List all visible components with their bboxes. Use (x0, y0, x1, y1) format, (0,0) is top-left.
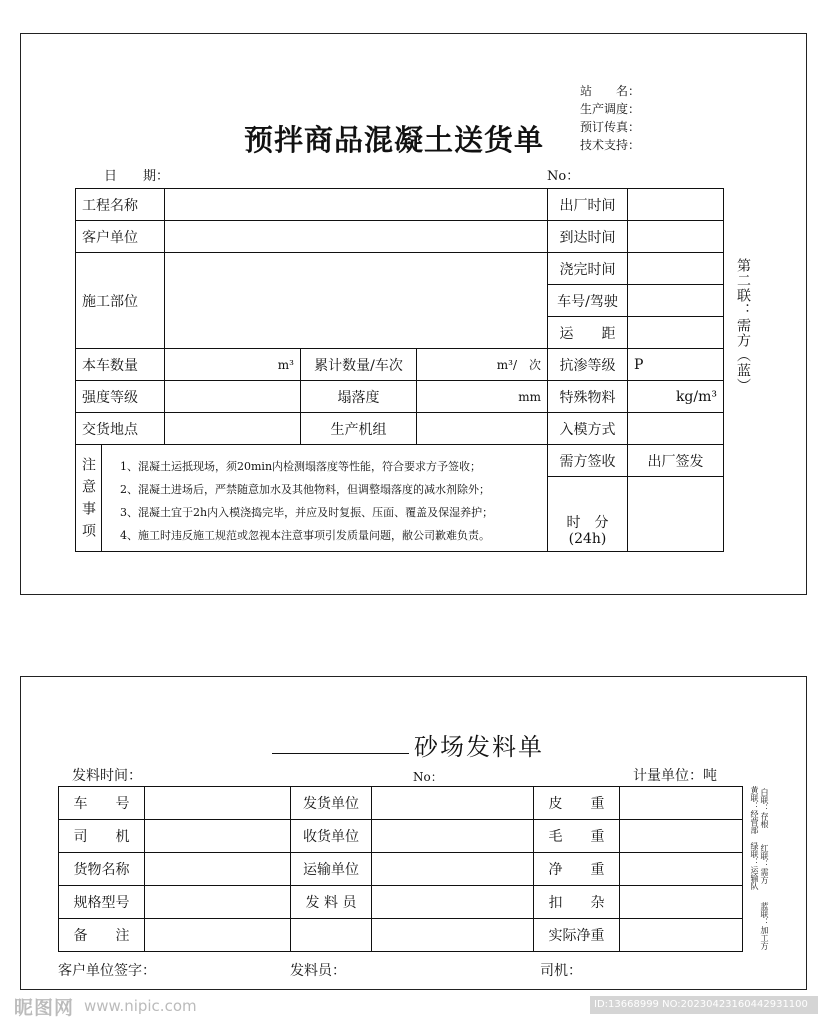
carrier-field[interactable] (372, 853, 534, 886)
actual-net-label: 实际净重 (534, 919, 620, 952)
customer-label: 客户单位 (76, 221, 165, 253)
copy-label: 第二联：需方（蓝） (735, 258, 751, 393)
note-4: 4、施工时违反施工规范或忽视本注意事项引发质量问题，敝公司歉难负责。 (120, 529, 490, 542)
shipper-field[interactable] (372, 787, 534, 820)
depart-time-label: 出厂时间 (548, 189, 628, 221)
time-label: 时 分 (566, 515, 609, 531)
production-dispatch: 生产调度： (580, 102, 641, 116)
site-part-label: 施工部位 (76, 253, 165, 349)
receiver-label: 收货单位 (291, 820, 372, 853)
goods-name-label: 货物名称 (59, 853, 145, 886)
volume-field[interactable]: m³ (165, 349, 301, 381)
pour-end-label: 浇完时间 (548, 253, 628, 285)
truck-no-label: 车 号 (59, 787, 145, 820)
production-unit-label: 生产机组 (301, 413, 417, 445)
factory-sign-field[interactable] (628, 477, 724, 552)
impermeability-field[interactable]: P (628, 349, 724, 381)
spec-label: 规格型号 (59, 886, 145, 919)
goods-name-field[interactable] (145, 853, 291, 886)
tech-support: 技术支持： (580, 138, 641, 152)
factory-sign-label: 出厂签发 (628, 445, 724, 477)
truck-driver-field[interactable] (628, 285, 724, 317)
mold-method-label: 入模方式 (548, 413, 628, 445)
notes-label: 注意事项 (76, 445, 102, 551)
truck-no-field[interactable] (145, 787, 291, 820)
volume-label: 本车数量 (76, 349, 165, 381)
form1-title: 预拌商品混凝土送货单 (244, 123, 545, 157)
cumulative-label: 累计数量/车次 (301, 349, 417, 381)
date-label: 日 期： (104, 169, 170, 184)
shipper-label: 发货单位 (291, 787, 372, 820)
remarks-label: 备 注 (59, 919, 145, 952)
empty-label-cell (291, 919, 372, 952)
driver-field[interactable] (145, 820, 291, 853)
copy-col-1: 白联：存根 (760, 788, 769, 828)
copy-col-2: 黄联：经营部 (750, 786, 759, 834)
gross-field[interactable] (620, 820, 743, 853)
special-field[interactable]: kg/m³ (628, 381, 724, 413)
receiver-field[interactable] (372, 820, 534, 853)
station-info (580, 82, 640, 154)
strength-field[interactable] (165, 381, 301, 413)
arrive-time-label: 到达时间 (548, 221, 628, 253)
notes-cell (76, 445, 548, 552)
depart-time-field[interactable] (628, 189, 724, 221)
order-fax: 预订传真： (580, 120, 641, 134)
form2-no-label: No： (413, 770, 443, 784)
issuer-field[interactable] (372, 886, 534, 919)
copy-col-4: 绿联：运输队 (750, 842, 759, 890)
watermark-logo: 昵图网 (14, 997, 75, 1019)
truck-driver-label: 车号/驾驶 (548, 285, 628, 317)
net-field[interactable] (620, 853, 743, 886)
form2-title: 砂场发料单 (414, 733, 544, 761)
tare-field[interactable] (620, 787, 743, 820)
tare-label: 皮 重 (534, 787, 620, 820)
issuer-label: 发 料 员 (291, 886, 372, 919)
title-blank-line (272, 753, 409, 754)
distance-label: 运 距 (548, 317, 628, 349)
slump-label: 塌落度 (301, 381, 417, 413)
project-name-label: 工程名称 (76, 189, 165, 221)
actual-net-field[interactable] (620, 919, 743, 952)
special-label: 特殊物料 (548, 381, 628, 413)
net-label: 净 重 (534, 853, 620, 886)
note-1: 1、混凝土运抵现场，须20min内检测塌落度等性能，符合要求方予签收； (120, 460, 482, 473)
copy-col-3: 红联：需方 (760, 844, 769, 884)
empty-field-cell[interactable] (372, 919, 534, 952)
issue-time-label: 发料时间： (72, 768, 142, 784)
unit-label: 计量单位：吨 (633, 768, 717, 784)
mold-method-field[interactable] (628, 413, 724, 445)
distance-field[interactable] (628, 317, 724, 349)
driver-label: 司 机 (59, 820, 145, 853)
no-label: No： (547, 169, 580, 184)
copy-col-5: 蓝联：加工方 (760, 902, 769, 950)
sand-issue-table (58, 786, 743, 952)
production-unit-field[interactable] (417, 413, 548, 445)
note-2: 2、混凝土进场后，严禁随意加水及其他物料，但调整塌落度的减水剂除外； (120, 483, 490, 496)
delivery-site-label: 交货地点 (76, 413, 165, 445)
project-name-field[interactable] (165, 189, 548, 221)
footer-driver-label: 司机： (540, 963, 582, 979)
cumulative-field[interactable]: m³/ 次 (417, 349, 548, 381)
delivery-site-field[interactable] (165, 413, 301, 445)
gross-label: 毛 重 (534, 820, 620, 853)
station-name: 站 名： (580, 84, 641, 98)
remarks-field[interactable] (145, 919, 291, 952)
time-24h: (24h) (568, 531, 607, 547)
arrive-time-field[interactable] (628, 221, 724, 253)
watermark-id: ID:13668999 NO:20230423160442931100 (590, 996, 818, 1014)
customer-sign-label: 客户单位签字： (58, 963, 156, 979)
spec-field[interactable] (145, 886, 291, 919)
deduction-field[interactable] (620, 886, 743, 919)
note-3: 3、混凝土宜于2h内入模浇捣完毕，并应及时复振、压面、覆盖及保湿养护； (120, 506, 494, 519)
buyer-sign-label: 需方签收 (548, 445, 628, 477)
slump-field[interactable]: mm (417, 381, 548, 413)
time-field[interactable] (548, 477, 628, 552)
pour-end-field[interactable] (628, 253, 724, 285)
site-part-field[interactable] (165, 253, 548, 349)
customer-field[interactable] (165, 221, 548, 253)
delivery-table (75, 188, 724, 552)
deduction-label: 扣 杂 (534, 886, 620, 919)
footer-issuer-label: 发料员： (290, 963, 346, 979)
strength-label: 强度等级 (76, 381, 165, 413)
watermark-url: www.nipic.com (84, 997, 197, 1015)
carrier-label: 运输单位 (291, 853, 372, 886)
impermeability-label: 抗渗等级 (548, 349, 628, 381)
